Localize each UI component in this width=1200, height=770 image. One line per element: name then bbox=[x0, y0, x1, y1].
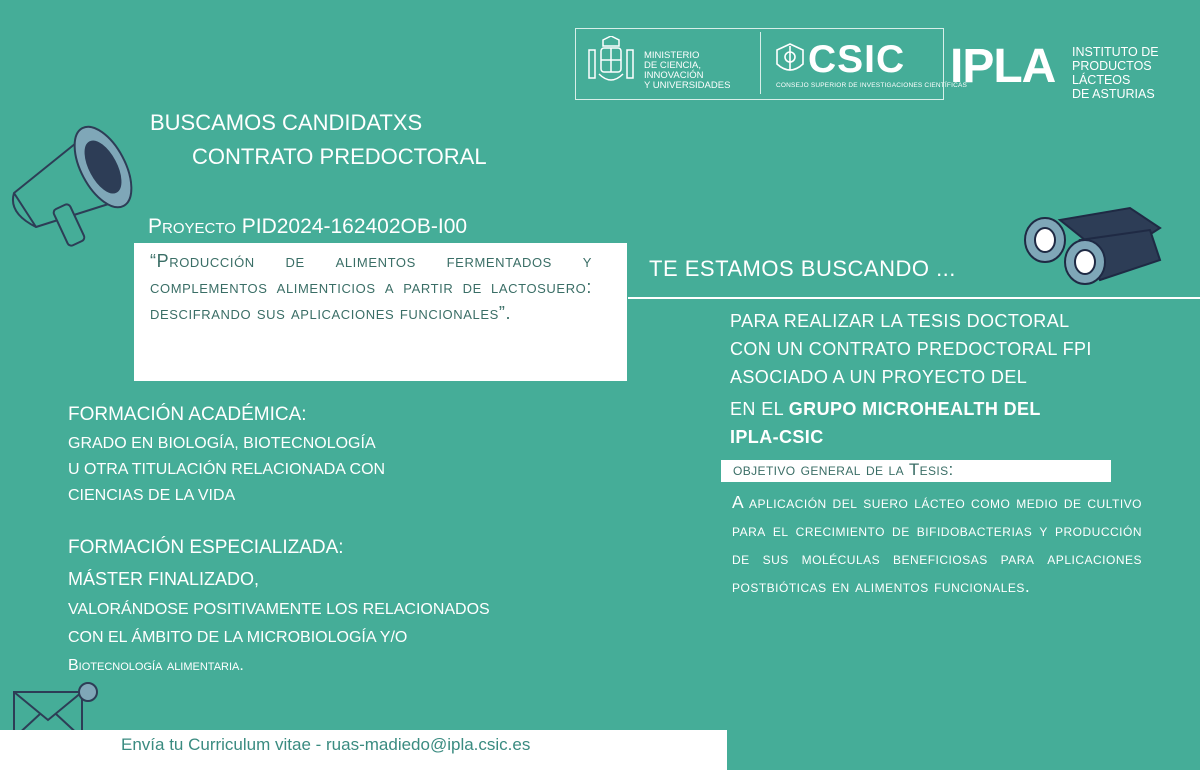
csic-emblem-icon bbox=[775, 42, 805, 78]
objective-text: A aplicación del suero lácteo como medio de cultivo para el crecimiento de bifidobacterias y producción de sus moléculas beneficiosas para aplicaciones postbióticas en alimentos funcionales. bbox=[732, 492, 1142, 596]
we-are-looking-headline: TE ESTAMOS BUSCANDO ... bbox=[649, 256, 956, 281]
specialized-training-heading: FORMACIÓN ESPECIALIZADA: bbox=[68, 537, 344, 558]
project-title: “Producción de alimentos fermentados y complementos alimenticios a partir de lactosuero: descifrando sus aplicaciones funcionales”. bbox=[150, 251, 592, 323]
position-description: PARA REALIZAR LA TESIS DOCTORAL CON UN CONTRATO PREDOCTORAL FPI ASOCIADO A UN PROYECTO DEL bbox=[730, 311, 1092, 387]
masters-requirement: MÁSTER FINALIZADO, bbox=[68, 569, 260, 589]
specialized-training-body: VALORÁNDOSE POSITIVAMENTE LOS RELACIONADOS CON EL ÁMBITO DE LA MICROBIOLOGÍA Y/O Biotecnología alimentaria. bbox=[68, 601, 490, 674]
contact-email-text[interactable]: Envía tu Curriculum vitae - ruas-madiedo@ipla.csic.es bbox=[121, 735, 531, 754]
ministry-name: MINISTERIO DE CIENCIA, INNOVACIÓN Y UNIVERSIDADES bbox=[644, 50, 731, 91]
objective-label: objetivo general de la Tesis: bbox=[733, 460, 954, 479]
headline-rule bbox=[628, 297, 1200, 299]
academic-training-heading: FORMACIÓN ACADÉMICA: bbox=[68, 404, 307, 425]
research-group: EN EL GRUPO MICROHEALTH DEL IPLA-CSIC bbox=[730, 399, 1041, 447]
headline-candidates: BUSCAMOS CANDIDATXS bbox=[150, 110, 423, 135]
spain-coat-of-arms-icon bbox=[585, 36, 637, 90]
csic-logo-text: CSIC bbox=[808, 38, 906, 81]
headline-contract: CONTRATO PREDOCTORAL bbox=[192, 144, 487, 169]
ipla-logo-text: IPLA bbox=[950, 40, 1056, 93]
megaphone-icon bbox=[8, 105, 153, 255]
academic-training-body: GRADO EN BIOLOGÍA, BIOTECNOLOGÍA U OTRA TITULACIÓN RELACIONADA CON CIENCIAS DE LA VIDA bbox=[68, 435, 386, 504]
logo-divider bbox=[760, 32, 761, 94]
csic-full-name: CONSEJO SUPERIOR DE INVESTIGACIONES CIENTÍFICAS bbox=[776, 82, 968, 89]
binoculars-icon bbox=[1020, 200, 1170, 300]
ipla-full-name: INSTITUTO DE PRODUCTOS LÁCTEOS DE ASTURIAS bbox=[1072, 45, 1159, 101]
project-code: Proyecto PID2024-162402OB-I00 bbox=[148, 215, 468, 238]
